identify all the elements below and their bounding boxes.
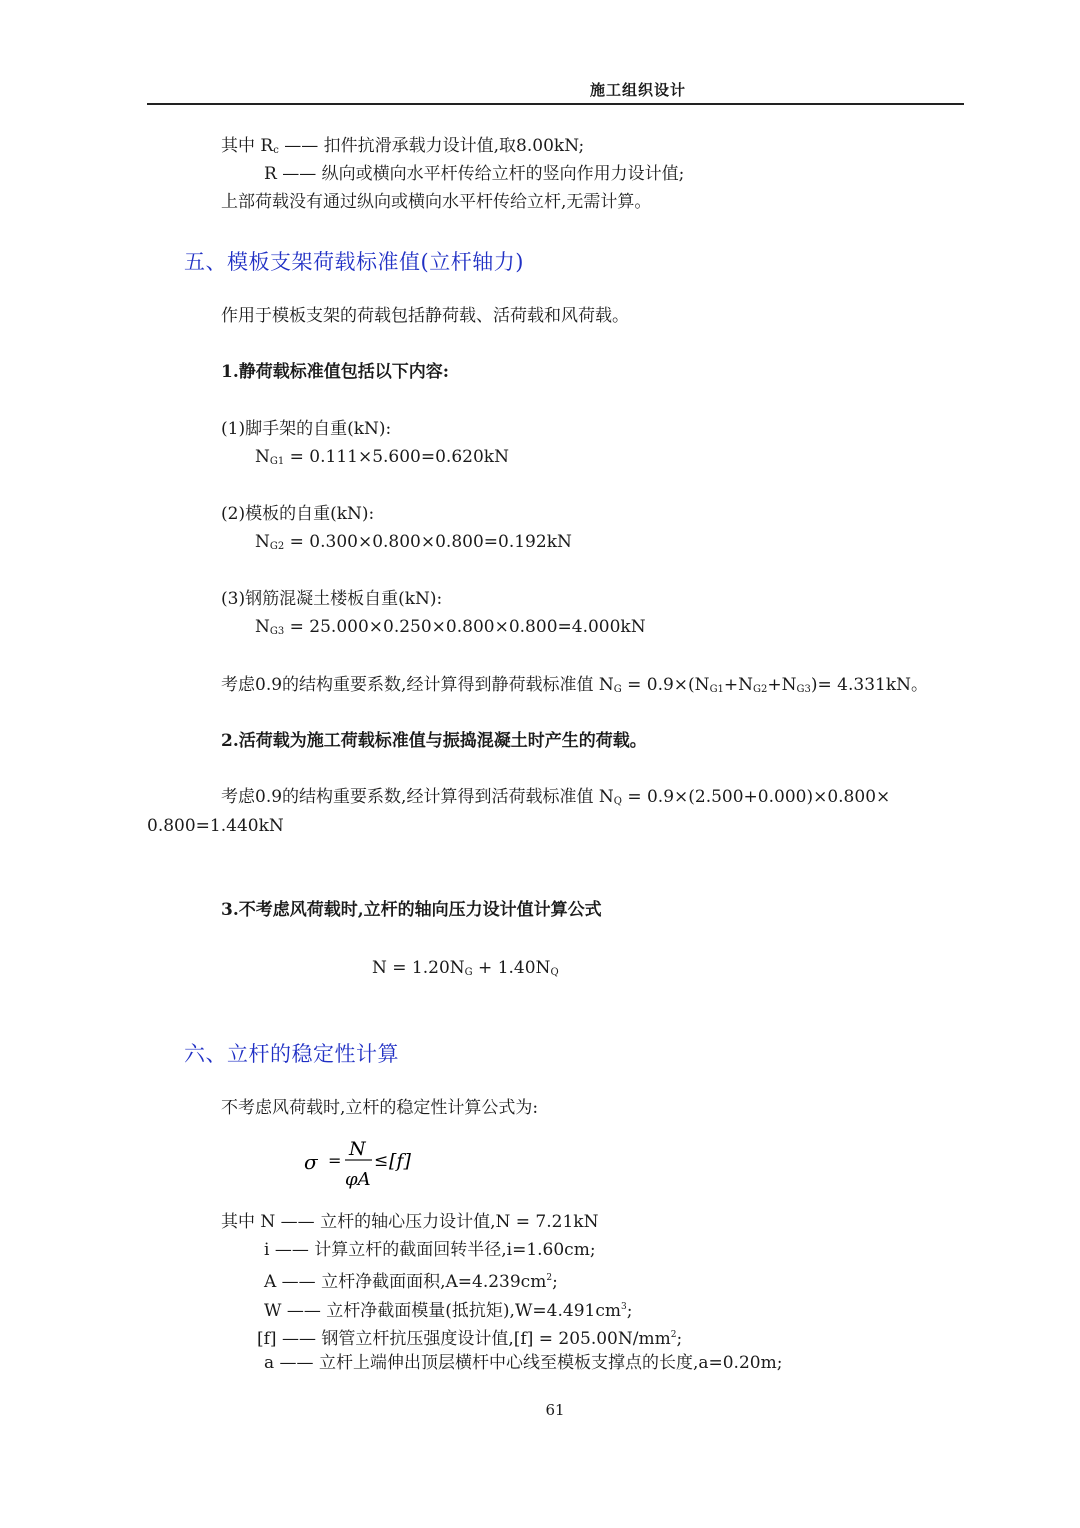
where-i: i —— 计算立杆的截面回转半径,i=1.60cm;	[264, 1240, 596, 1260]
formula-ng1: $N_{G1} = 0.111\times 5.600=0.620kN$	[255, 447, 509, 467]
item-2-label: (2)模板的自重(kN):	[221, 504, 375, 524]
where-n: 其中 N —— 立杆的轴心压力设计值,N = 7.21kN	[221, 1212, 599, 1232]
formula-f: [f]	[389, 1150, 411, 1172]
text-line-rc: 其中 $R_c$ —— 扣件抗滑承载力设计值,取8.00kN;	[221, 136, 585, 156]
formula-denominator: φA	[345, 1169, 371, 1190]
formula-axial: $N = 1.20N_G + 1.40N_Q$	[372, 958, 559, 978]
item-3-label: (3)钢筋混凝土楼板自重(kN):	[221, 589, 443, 609]
text-line-upper-load: 上部荷载没有通过纵向或横向水平杆传给立杆,无需计算。	[221, 192, 652, 212]
dead-load-result: 考虑0.9的结构重要系数,经计算得到静荷载标准值 $N_G = 0.9\times(N_{G1}+N_{G2}+N_{G3})= 4.331kN$。	[221, 675, 929, 695]
where-w: W —— 立杆净截面模量(抵抗矩)$,W=4.491cm^3$;	[264, 1301, 633, 1321]
live-load-result-cont: 0.800=1.440kN	[147, 816, 284, 836]
formula-ng3: $N_{G3} = 25.000\times 0.250\times 0.800\times 0.800=4.000kN$	[255, 617, 646, 637]
stability-formula	[302, 1135, 432, 1193]
formula-equals: =	[328, 1151, 342, 1170]
paragraph-6: 不考虑风荷载时,立杆的稳定性计算公式为:	[221, 1098, 539, 1118]
text-line-r: R —— 纵向或横向水平杆传给立杆的竖向作用力设计值;	[264, 164, 685, 184]
subheading-3: 3.不考虑风荷载时,立杆的轴向压力设计值计算公式	[221, 900, 602, 920]
subheading-2: 2.活荷载为施工荷载标准值与振捣混凝土时产生的荷载。	[221, 731, 647, 751]
formula-ng2: $N_{G2} = 0.300\times 0.800\times 0.800=0.192kN$	[255, 532, 572, 552]
subheading-1: 1.静荷载标准值包括以下内容:	[221, 362, 450, 382]
paragraph-5: 作用于模板支架的荷载包括静荷载、活荷载和风荷载。	[221, 306, 629, 326]
section-heading-6: 六、立杆的稳定性计算	[184, 1042, 399, 1066]
running-header: 施工组织设计	[590, 81, 687, 99]
header-rule	[147, 103, 964, 105]
formula-le: ≤	[374, 1151, 389, 1171]
section-heading-5: 五、模板支架荷载标准值(立杆轴力)	[184, 250, 524, 274]
where-a: A —— 立杆净截面面积$,A=4.239cm^2$;	[264, 1272, 558, 1292]
where-f: [f] —— 钢管立杆抗压强度设计值$,[f] = 205.00N/mm^2$;	[257, 1329, 683, 1349]
where-a-length: a —— 立杆上端伸出顶层横杆中心线至模板支撑点的长度,a=0.20m;	[264, 1353, 783, 1373]
page-number: 61	[545, 1401, 565, 1419]
formula-sigma: σ	[304, 1150, 318, 1174]
formula-numerator: N	[349, 1138, 366, 1160]
item-1-label: (1)脚手架的自重(kN):	[221, 419, 392, 439]
live-load-result: 考虑0.9的结构重要系数,经计算得到活荷载标准值 $N_Q = 0.9\times(2.500+0.000)\times 0.800\times$	[221, 787, 891, 807]
